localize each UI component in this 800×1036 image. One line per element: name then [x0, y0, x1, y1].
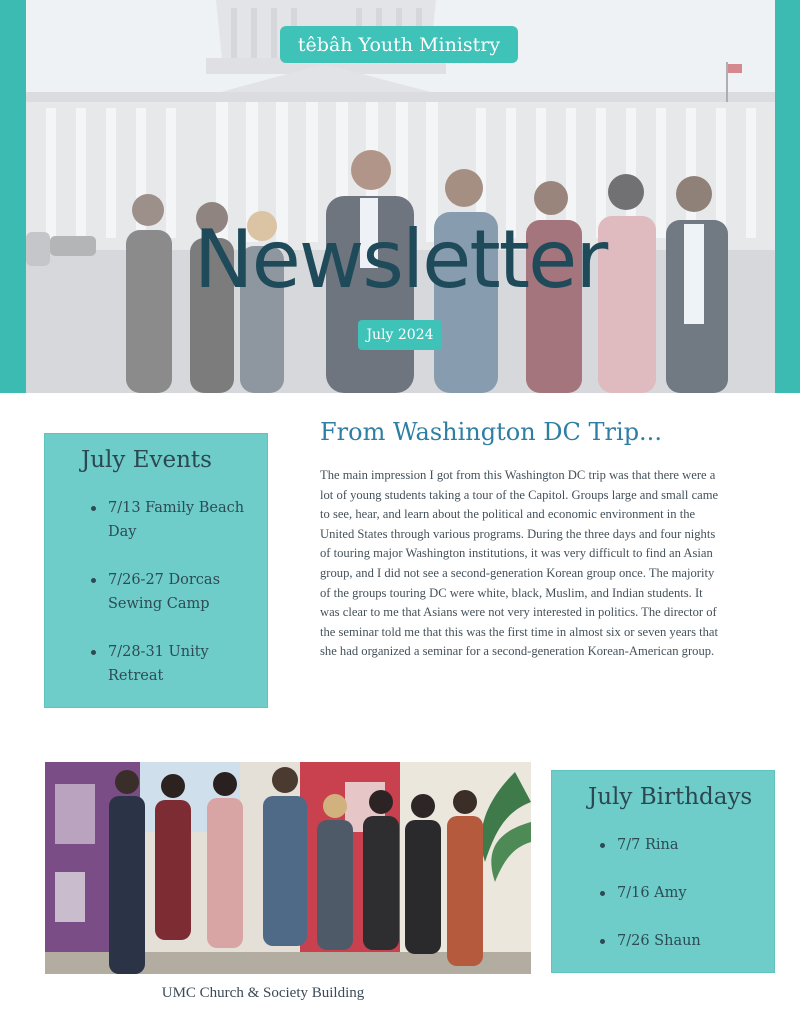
event-item: 7/13 Family Beach Day	[91, 496, 251, 544]
event-item: 7/26-27 Dorcas Sewing Camp	[91, 568, 251, 616]
birthday-item: 7/26 Shaun	[600, 929, 760, 953]
birthdays-heading: July Birthdays	[588, 784, 753, 810]
hero-frame	[0, 0, 800, 393]
church-society-group-photo	[45, 762, 531, 974]
newsletter-title: Newsletter	[193, 213, 607, 306]
issue-date-badge: July 2024	[358, 320, 442, 350]
july-birthdays-box	[551, 770, 775, 973]
group-photo-illustration	[45, 762, 531, 974]
events-heading: July Events	[81, 447, 212, 473]
ministry-name-badge: têbâh Youth Ministry	[280, 26, 518, 63]
article-body: The main impression I got from this Washington DC trip was that there were a lot of young students taking a tour of the Capitol. Groups large and small came to see, hear, and learn about the political and economic environment in the United States through various programs. During the three days and four nights of touring major Washington institutions, it was very difficult to find an Asian group, and I did not see a second-generation Korean group once. The majority of the groups touring DC were white, black, Muslim, and Indian students. It was clear to me that Asians were not very interested in politics. The director of the seminar told me that this was the first time in almost six or seven years that she had organized a seminar for a second-generation Korean-American group.	[320, 468, 719, 659]
photo-caption: UMC Church & Society Building	[161, 985, 365, 1001]
article-title: From Washington DC Trip...	[320, 418, 662, 446]
birthday-item: 7/7 Rina	[600, 833, 760, 857]
birthdays-list	[600, 833, 760, 977]
events-list	[91, 496, 251, 712]
birthday-item: 7/16 Amy	[600, 881, 760, 905]
event-item: 7/28-31 Unity Retreat	[91, 640, 251, 688]
july-events-box	[44, 433, 268, 708]
